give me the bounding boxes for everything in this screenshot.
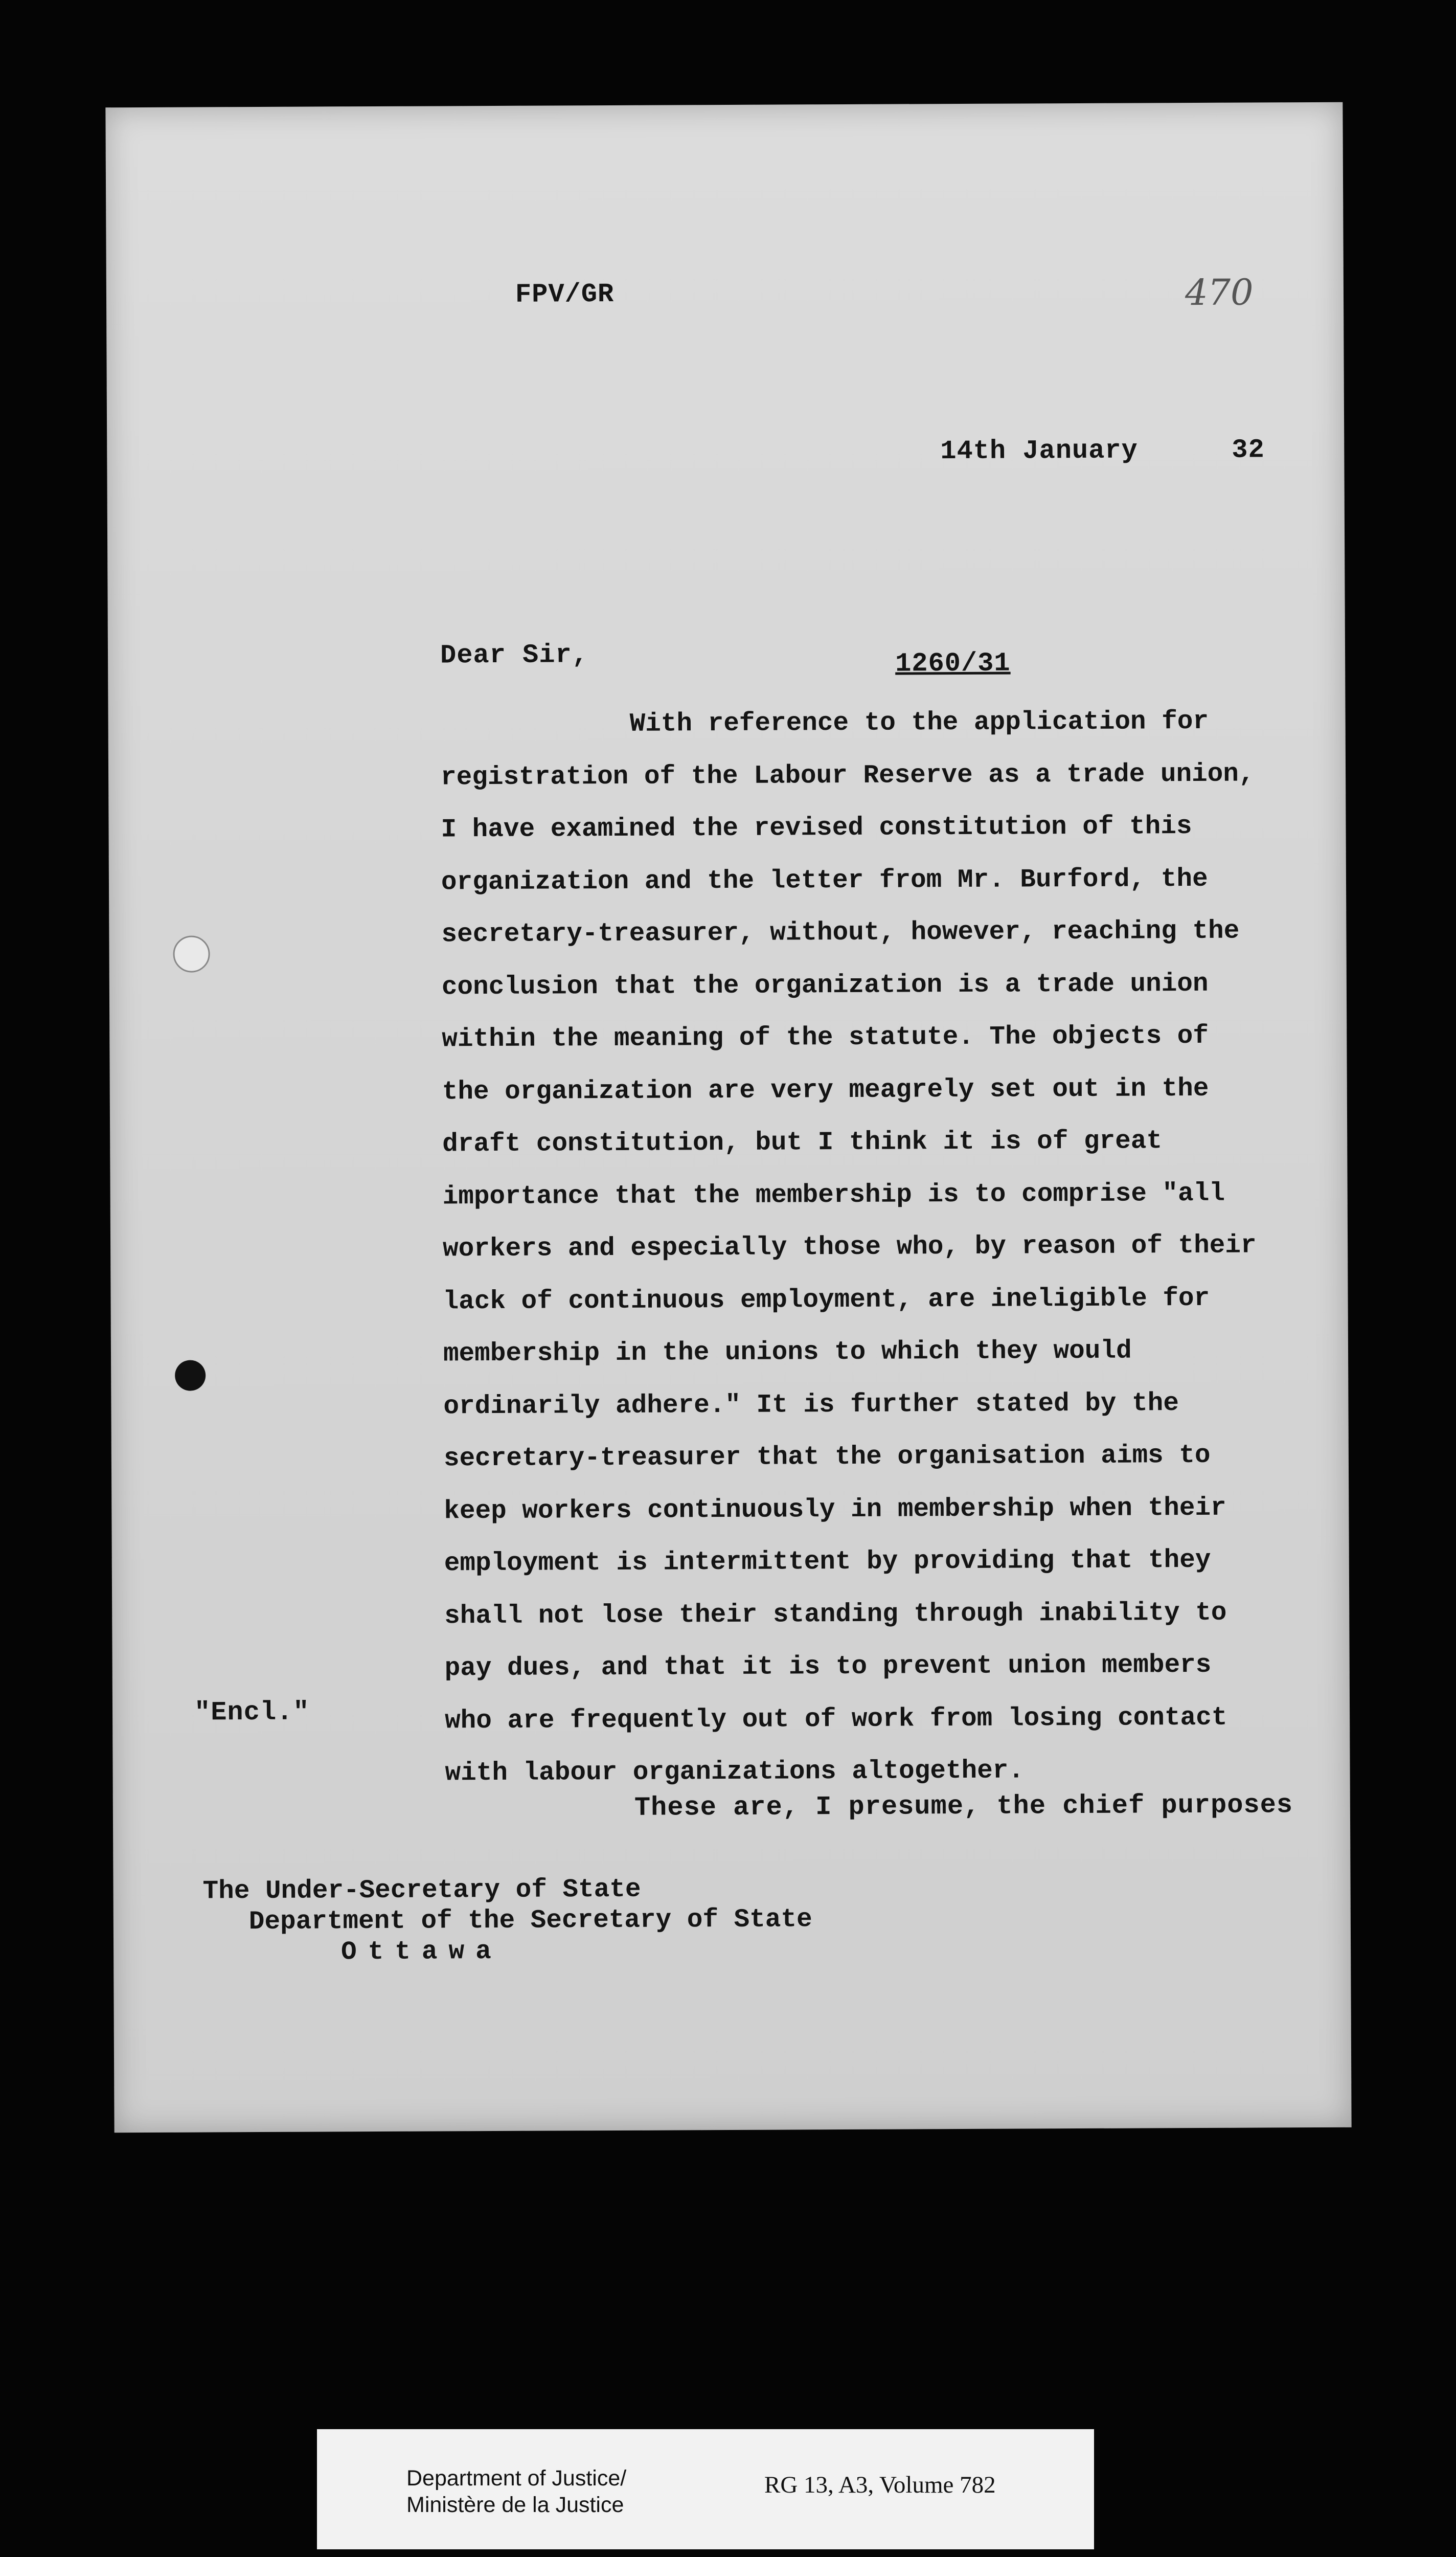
- salutation: Dear Sir,: [440, 640, 589, 671]
- body-line: secretary-treasurer that the organisation aims to: [443, 1441, 1211, 1474]
- body-line: registration of the Labour Reserve as a trade union,: [440, 759, 1255, 792]
- folio-number: 470: [1185, 271, 1254, 314]
- body-line: importance that the membership is to comprise "all: [442, 1179, 1225, 1212]
- body-line: conclusion that the organization is a trade union: [441, 969, 1209, 1002]
- body-line: lack of continuous employment, are ineligible for: [443, 1284, 1210, 1316]
- archive-label-card: [317, 2429, 1094, 2549]
- addressee-line: Ottawa: [340, 1937, 503, 1967]
- body-line: With reference to the application for: [629, 707, 1209, 739]
- department-en: Department of Justice/: [406, 2466, 627, 2491]
- body-line: organization and the letter from Mr. Burford, the: [441, 864, 1208, 897]
- enclosure-note: "Encl.": [194, 1697, 310, 1728]
- body-line: employment is intermittent by providing that they: [444, 1545, 1211, 1579]
- body-line: with labour organizations altogether.: [445, 1756, 1025, 1788]
- body-line: draft constitution, but I think it is of great: [442, 1127, 1163, 1159]
- body-line: I have examined the revised constitution of this: [441, 812, 1192, 845]
- addressee-block: [202, 1874, 812, 1968]
- body-line: keep workers continuously in membership when their: [444, 1493, 1226, 1526]
- letter-body: [440, 696, 1314, 1800]
- letter-page: [105, 102, 1351, 2133]
- body-line: membership in the unions to which they would: [443, 1336, 1132, 1369]
- continuation-line: These are, I presume, the chief purposes: [634, 1790, 1293, 1823]
- body-line: secretary-treasurer, without, however, reaching the: [441, 916, 1240, 950]
- file-reference: 1260/31: [895, 648, 1011, 679]
- addressee-line: The Under-Secretary of State: [202, 1875, 641, 1906]
- letter-date-year: 32: [1232, 435, 1265, 465]
- reference-code: FPV/GR: [515, 279, 615, 310]
- body-line: the organization are very meagrely set out in the: [442, 1074, 1209, 1107]
- addressee-line: Department of the Secretary of State: [248, 1905, 812, 1937]
- body-line: within the meaning of the statute. The objects of: [442, 1021, 1209, 1055]
- department-label: [406, 2465, 626, 2518]
- body-line: workers and especially those who, by reason of their: [442, 1231, 1257, 1264]
- archive-reference: RG 13, A3, Volume 782: [764, 2472, 996, 2498]
- punch-hole: [173, 935, 210, 972]
- body-line: ordinarily adhere." It is further stated by the: [443, 1388, 1179, 1421]
- body-line: who are frequently out of work from losing contact: [445, 1703, 1227, 1736]
- punch-hole: [175, 1360, 206, 1390]
- department-fr: Ministère de la Justice: [406, 2493, 624, 2517]
- body-line: shall not lose their standing through inability to: [444, 1598, 1227, 1631]
- letter-date: 14th January: [940, 435, 1138, 467]
- body-line: pay dues, and that it is to prevent union members: [444, 1650, 1212, 1684]
